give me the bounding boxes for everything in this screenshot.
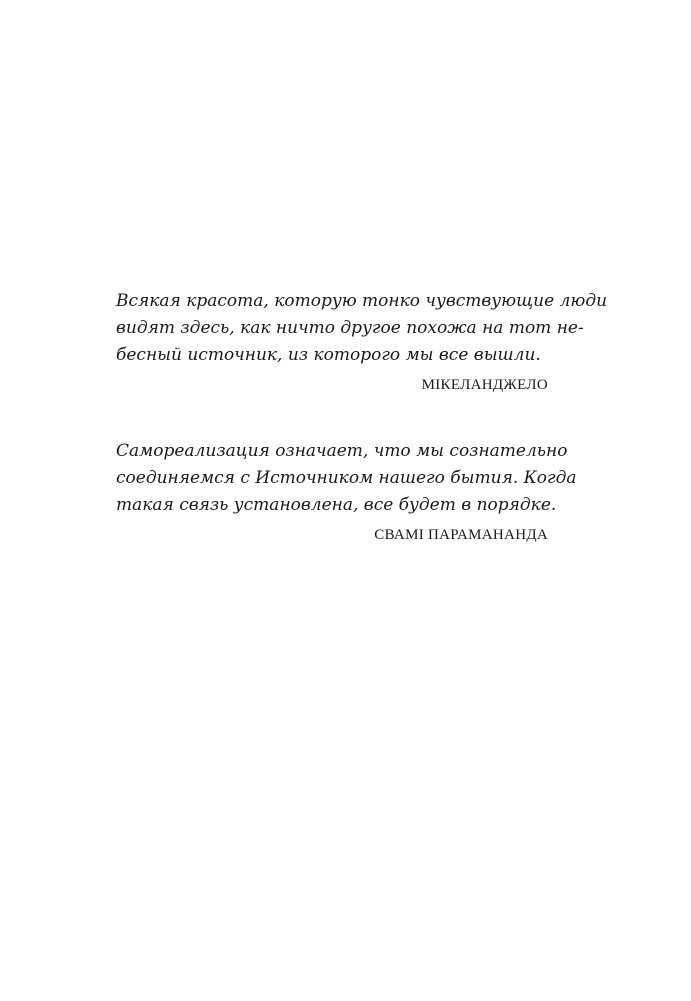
quote-line: Всякая красота, которую тонко чувствующие люди bbox=[116, 291, 608, 311]
quote-line: Самореализация означает, что мы сознательно bbox=[116, 441, 568, 461]
epigraph-michelangelo bbox=[116, 288, 608, 394]
epigraph-paramananda bbox=[116, 438, 577, 544]
quote-line: бесный источник, из которого мы все вышли. bbox=[116, 345, 541, 365]
quote-line: соединяемся с Источником нашего бытия. Когда bbox=[116, 468, 577, 488]
quote-line: такая связь установлена, все будет в порядке. bbox=[116, 495, 557, 515]
quote-line: видят здесь, как ничто другое похожа на тот не- bbox=[116, 318, 584, 338]
quote-author: МІКЕЛАНДЖЕЛО bbox=[421, 377, 548, 393]
quote-author: СВАМІ ПАРАМАНАНДА bbox=[374, 527, 548, 543]
